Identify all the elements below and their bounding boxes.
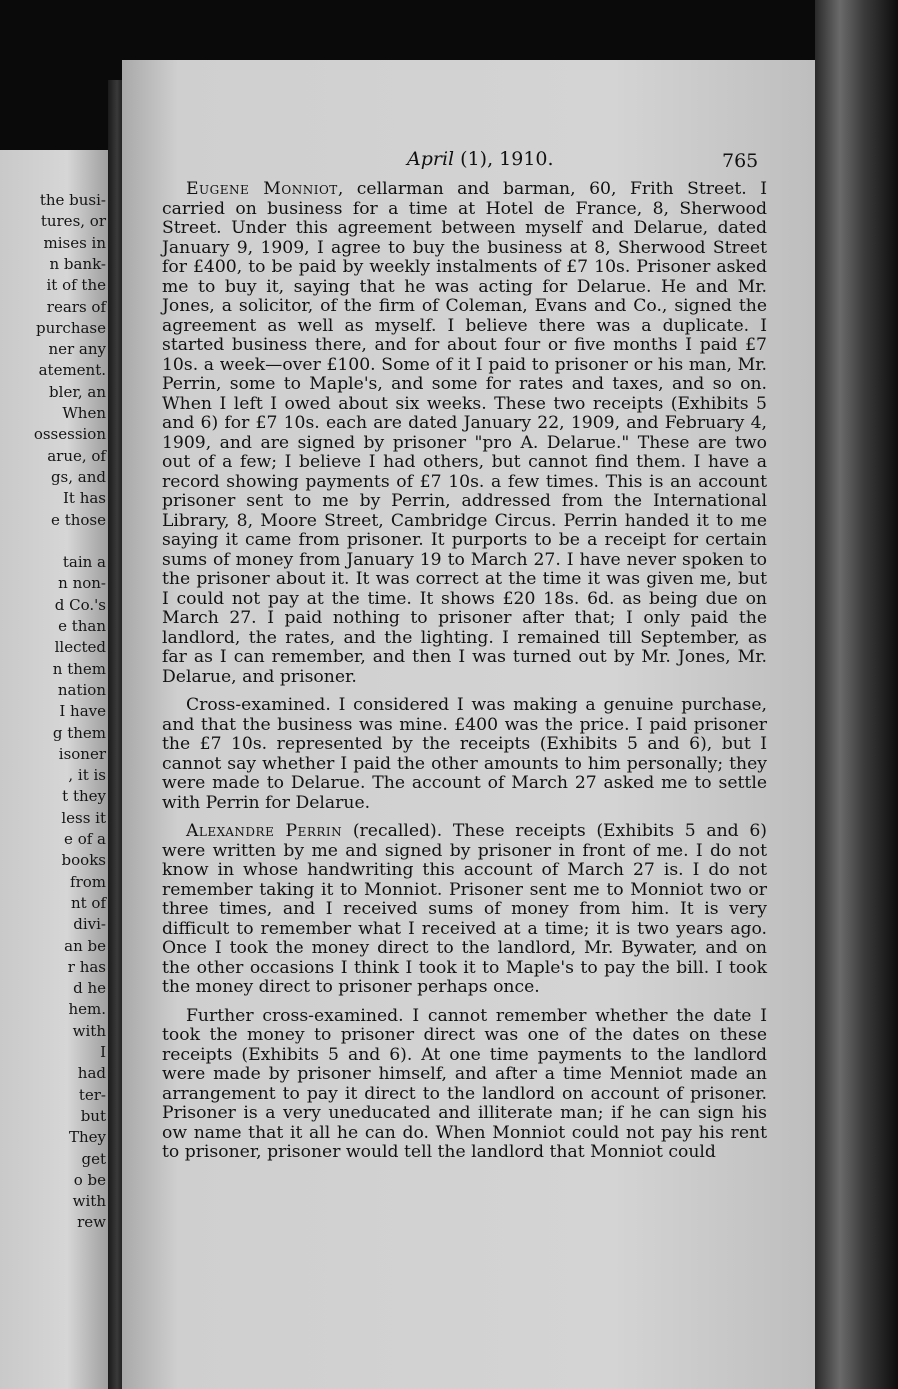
left-margin-fragment: with [72,1192,106,1211]
left-page [0,150,112,1389]
left-margin-fragment: isoner [58,744,106,763]
left-margin-fragment: the busi- [39,191,106,209]
left-margin-fragment: d he [73,979,106,998]
left-margin-fragment: o be [73,1170,106,1189]
left-margin-fragment: divi- [73,915,106,934]
left-margin-fragment: n bank- [49,254,106,273]
left-margin-fragment: ter- [78,1085,106,1104]
left-margin-fragment: g them [52,723,106,742]
left-margin-fragment: with [72,1021,106,1040]
page-number: 765 [722,150,759,172]
left-margin-fragment: n them [52,659,106,678]
paragraph-text: (recalled). These receipts (Exhibits 5 and 6) were written by me and signed by prisoner in front of me. I do not know in whose handwriting this account of March 27 is. I do not remember taking it to Monniot. Prisoner sent me to Monniot two or three times, and I received sums of money from him. It is very difficult to remember what I received at a time; it is two years ago. Once I took the money direct to the landlord, Mr. Bywater, and on the other occasions I think I took it to Maple's to pay the bill. I took the money direct to prisoner perhaps once. [162,821,768,997]
left-margin-fragment: It has [62,489,106,508]
left-margin-fragment: e of a [64,830,106,848]
body-text [162,180,767,1172]
left-margin-fragment: bler, an [49,382,106,401]
left-margin-fragment: r has [67,957,106,976]
left-margin-fragment: less it [61,808,106,827]
left-margin-fragment: it of the [46,276,106,295]
left-margin-fragment: but [80,1106,106,1125]
left-margin-fragment: rears of [46,297,106,316]
left-margin-fragment: nation [57,680,106,699]
left-margin-fragment: get [81,1149,106,1168]
left-margin-fragment: d Co.'s [54,595,106,614]
paragraph-text: Further cross-examined. I cannot remember whether the date I took the money to prisoner direct was one of the dates on these receipts (Exhibits 5 and 6). At one time payments to the landlord were made by prisoner himself, and after a time Menniot made an arrangement to pay it direct to the landlord on account of prisoner. Prisoner is a very uneducated and illiterate man; if he can sign his ow name that it all he can do. When Monniot could not pay his rent to prisoner, prisoner would tell the landlord that Monniot could [162,1005,767,1162]
paragraph-text: , cellarman and barman, 60, Frith Street. I carried on business for a time at Hotel de France, 8, Sherwood Street. Under this agreement between myself and Delarue, dated January 9, 1909, I agree to buy the business at 8, Sherwood Street for £400, to be paid by weekly instalments of £7 10s. Prisoner asked me to buy it, saying that he was acting for Delarue. He and Mr. Jones, a solicitor, of the firm of Coleman, Evans and Co., signed the agreement as well as myself. I believe there was a duplicate. I started business there, and for about four or five months I paid £7 10s. a week—over £100. Some of it I paid to prisoner or his man, Mr. Perrin, some to Maple's, and some for rates and taxes, and so on. When I left I owed about six weeks. These two receipts (Exhibits 5 and 6) for £7 10s. each are dated January 22, 1909, and February 4, 1909, and are signed by prisoner "pro A. Delarue." These are two out of a few; I believe I had others, but cannot find them. I have a record showing payments of £7 10s. a few times. This is an account prisoner sent to me by Perrin, addressed from the International Library, 8, Moore Street, Cambridge Circus. Perrin handed it to me saying it came from prisoner. It purports to be a receipt for certain sums of money from January 19 to March 27. I have never spoken to the prisoner about it. It was correct at the time it was given me, but I could not pay at the time. It shows £20 18s. 6d. as being due on March 27. I paid nothing to prisoner after that; I only paid the landlord, the rates, and the lighting. I remained till September, as far as I can remember, and then I was turned out by Mr. Jones, Mr. Delarue, and prisoner. [162,179,767,687]
left-margin-fragment: They [68,1128,106,1147]
left-margin-fragment: t they [62,787,106,806]
left-margin-fragment: ner any [48,340,106,359]
running-head-date: (1), 1910. [460,148,554,170]
left-margin-fragment: atement. [38,361,106,380]
left-margin-fragment: hem. [68,1000,106,1019]
left-margin-fragment: tures, or [40,212,106,231]
left-margin-fragment: purchase [35,318,106,337]
left-margin-fragment: llected [54,638,106,657]
right-page [122,60,822,1389]
paragraph-further-cross-examined [162,1007,767,1163]
left-margin-fragment: an be [64,936,106,955]
left-margin-fragment: rew [77,1213,106,1232]
paragraph-perrin [162,822,767,998]
left-margin-fragment: arue, of [47,446,106,465]
left-margin-fragment: , it is [68,766,106,785]
paragraph-cross-examined [162,696,767,813]
left-margin-fragment: gs, and [50,467,106,486]
page-header [122,148,822,178]
witness-name: Alexandre Perrin [186,821,343,841]
running-head [407,148,554,170]
left-margin-fragment: When [62,404,106,422]
left-margin-fragment: I have [59,702,106,721]
left-margin-fragment: from [70,872,106,891]
left-margin-fragment: I [100,1043,106,1061]
page-edge-shadow [815,0,898,1389]
paragraph-monniot [162,180,767,687]
paragraph-text: Cross-examined. I considered I was making a genuine purchase, and that the business was mine. £400 was the price. I paid prisoner the £7 10s. represented by the receipts (Exhibits 5 and 6), but I cannot say whether I paid the other amounts to him personally; they were made to Delarue. The account of March 27 asked me to settle with Perrin for Delarue. [162,695,767,813]
left-margin-fragment: e those [51,510,106,529]
left-margin-fragment: n non- [58,574,106,593]
left-margin-fragment: books [61,851,106,870]
left-margin-fragment: nt of [70,893,106,912]
left-margin-fragment: tain a [62,553,106,572]
running-head-month: April [407,148,455,170]
left-margin-fragment: had [77,1064,106,1083]
witness-name: Eugene Monniot [186,179,338,199]
left-margin-fragment: mises in [43,233,106,252]
left-margin-fragment: e than [58,617,106,635]
left-margin-fragment: ossession [33,425,106,444]
